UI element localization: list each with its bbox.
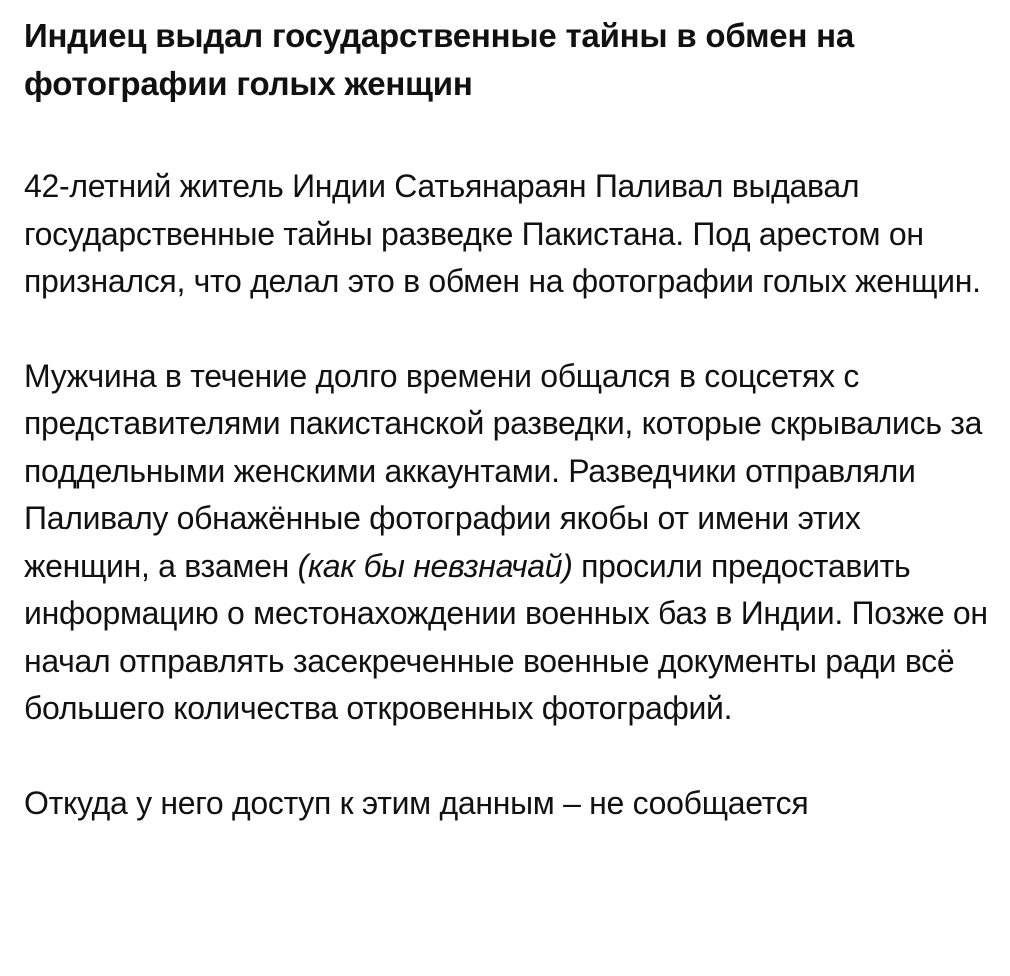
post-paragraph-3: Откуда у него доступ к этим данным – не сообщается xyxy=(24,784,809,821)
post-article xyxy=(24,12,990,827)
post-paragraph-2 xyxy=(24,353,990,733)
paragraph-2-text-start: Мужчина в течение долго времени общался в соцсетях с представителями пакистанской разведки, которые скрывались за поддельными женскими аккаунтами. Разведчики отправляли Паливалу обнажённые фотографии якобы от имени этих женщин, а взамен xyxy=(24,357,983,584)
post-title: Индиец выдал государственные тайны в обмен на фотографии голых женщин xyxy=(24,17,855,102)
paragraph-2-italic-aside: (как бы невзначай) xyxy=(297,547,573,584)
post-paragraph-1: 42-летний житель Индии Сатьянараян Паливал выдавал государственные тайны разведке Пакистана. Под арестом он признался, что делал это в обмен на фотографии голых женщин. xyxy=(24,168,981,299)
paragraph-2-text-end: просили предоставить информацию о местонахождении военных баз в Индии. Позже он начал отправлять засекреченные военные документы ради всё большего количества откровенных фотографий. xyxy=(24,547,988,726)
